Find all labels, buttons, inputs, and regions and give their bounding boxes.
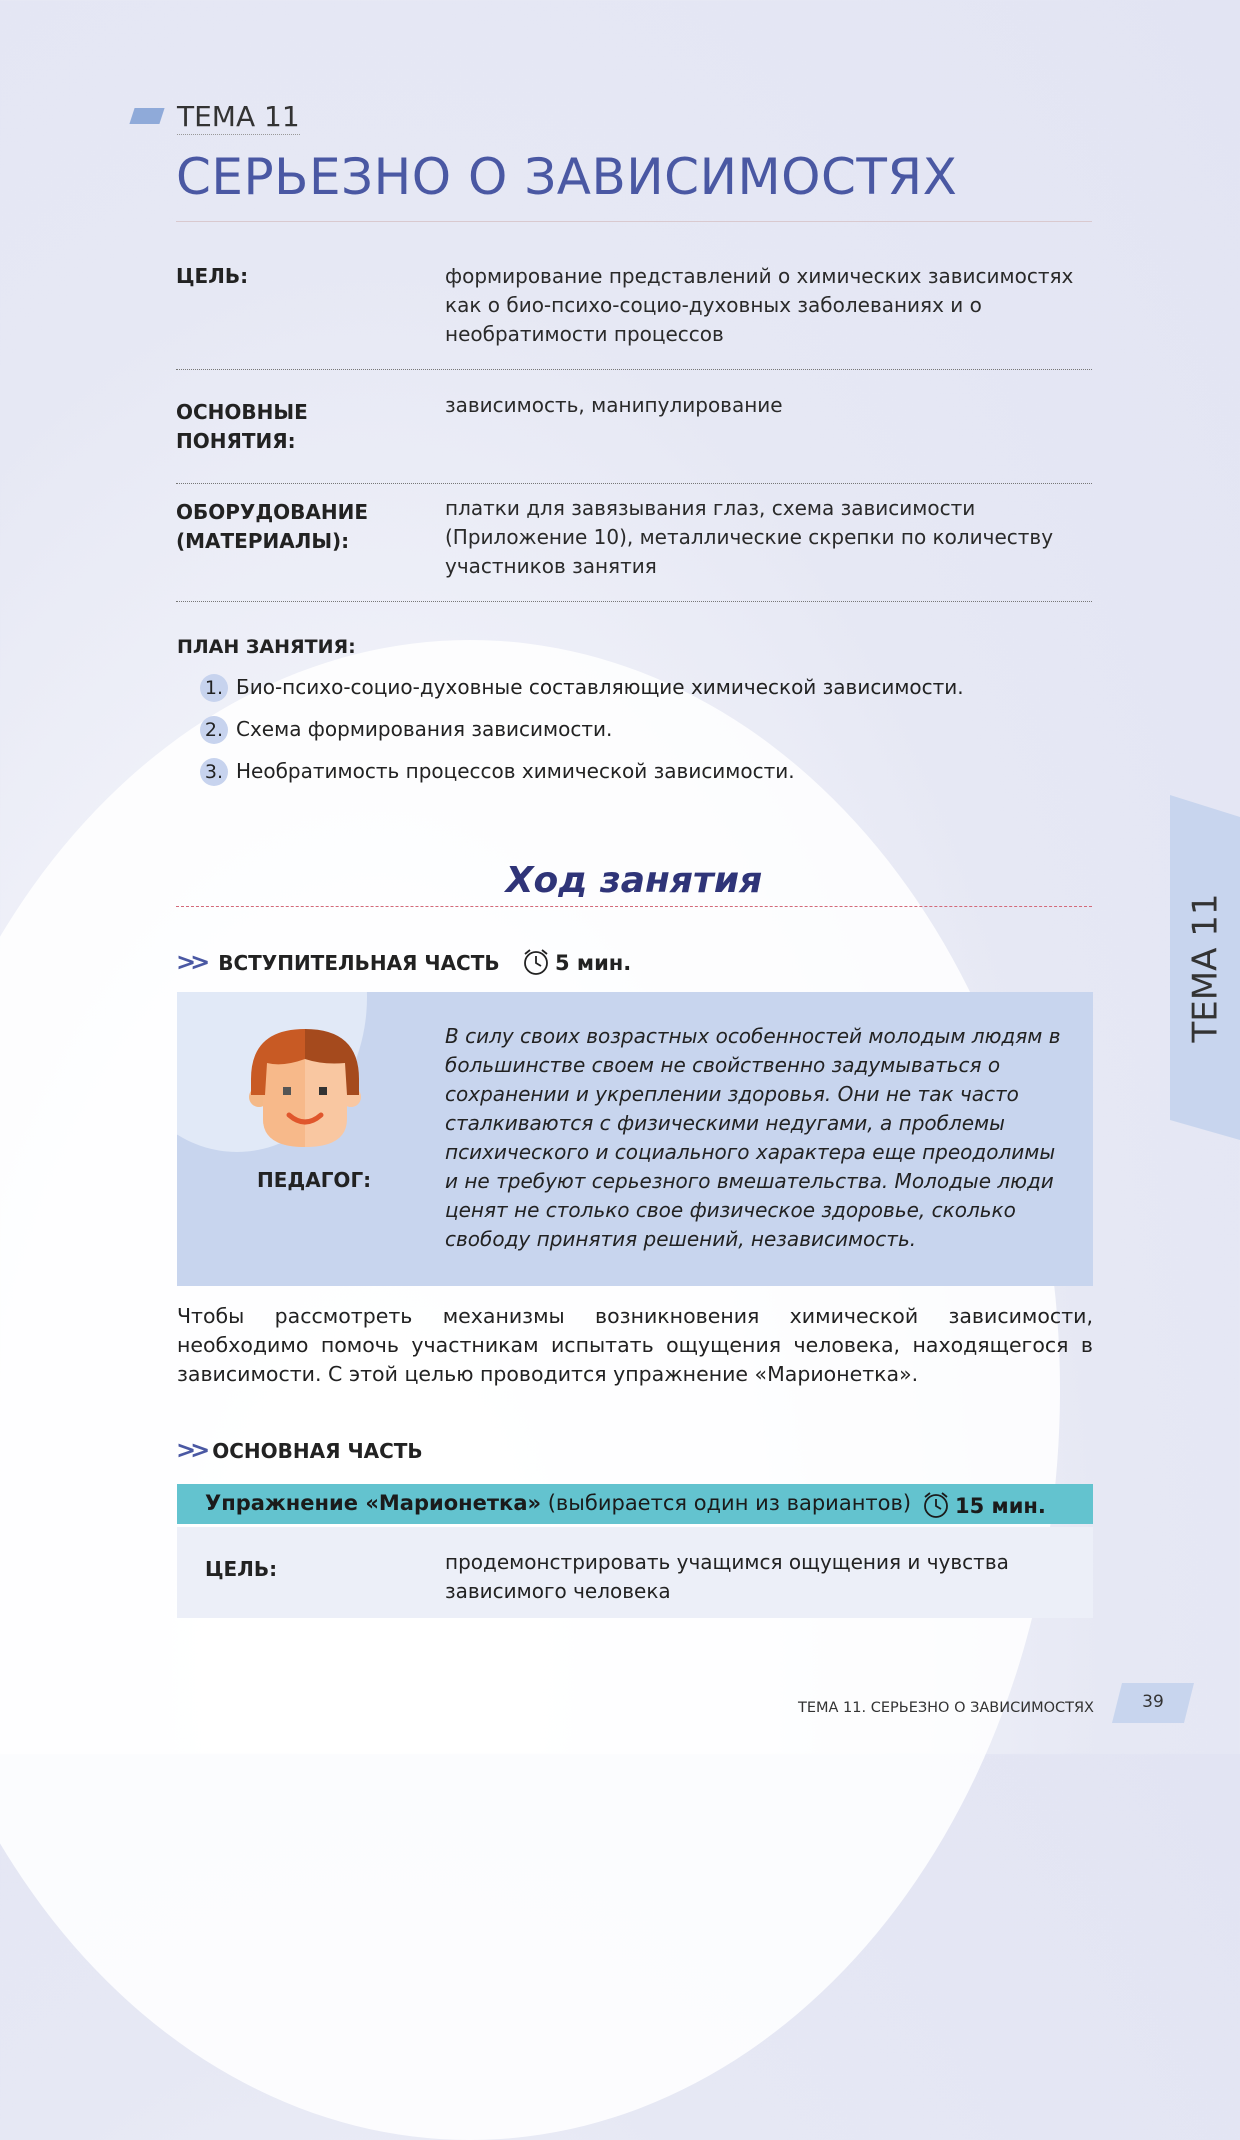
info-value: зависимость, манипулирование: [445, 393, 783, 417]
info-value: платки для завязывания глаз, схема зависимости (Приложение 10), металлические скрепки по количеству участников занятия: [445, 496, 1054, 578]
teacher-quote-box: [177, 992, 1093, 1286]
goal-label: ЦЕЛЬ:: [205, 1557, 278, 1581]
page-title: СЕРЬЕЗНО О ЗАВИСИМОСТЯХ: [176, 148, 958, 206]
plan-number: 1.: [200, 674, 228, 702]
info-label: ЦЕЛЬ:: [176, 264, 249, 288]
plan-number: 3.: [200, 758, 228, 786]
info-row-goal: [176, 262, 1092, 370]
exercise-title-rest: (выбирается один из вариантов): [541, 1491, 912, 1515]
teacher-label: ПЕДАГОГ:: [257, 1168, 372, 1192]
topic-marker: [129, 108, 164, 124]
main-section-heading: [176, 1436, 423, 1464]
footer-running-title: ТЕМА 11. СЕРЬЕЗНО О ЗАВИСИМОСТЯХ: [797, 1700, 1094, 1716]
exercise-title-bold: Упражнение «Марионетка»: [205, 1491, 542, 1515]
info-label: ОБОРУДОВАНИЕ (МАТЕРИАЛЫ):: [176, 500, 369, 553]
info-value: формирование представлений о химических зависимостях как о био-психо-социо-духовных заболеваниях и о необратимости процессов: [445, 264, 1074, 346]
alarm-clock-icon: [921, 1490, 951, 1520]
double-chevron-icon: >>: [176, 1436, 205, 1464]
side-tab-label: ТЕМА 11: [1185, 893, 1226, 1042]
alarm-clock-icon: [521, 947, 551, 977]
intro-section-heading: [176, 948, 500, 976]
double-chevron-icon: >>: [176, 948, 205, 976]
plan-item: [200, 674, 964, 702]
teacher-quote: В силу своих возрастных особенностей молодым людям в большинстве своем не свойственно задумываться о сохранении и укреплении здоровья. Они не так часто сталкиваются с физическими недугами, а проблемы психического и социального характера еще преодолимы и не требуют серьезного вмешательства. Молодые люди ценят не столько свое физическое здоровье, сколько свободу принятия решений, независимость.: [445, 1024, 1061, 1251]
section-title: ВСТУПИТЕЛЬНАЯ ЧАСТЬ: [218, 951, 500, 975]
info-row-equipment: [176, 494, 1092, 602]
side-tab: [1170, 795, 1240, 1140]
exercise-header-bar: [177, 1484, 1093, 1524]
plan-number: 2.: [200, 716, 228, 744]
teacher-avatar-icon: [243, 1019, 367, 1155]
duration-text: 5 мин.: [555, 951, 632, 975]
intro-duration: [521, 947, 631, 977]
exercise-duration: [921, 1490, 1046, 1520]
plan-item: [200, 758, 795, 786]
page-number: 39: [1142, 1692, 1164, 1712]
plan-item: [200, 716, 612, 744]
section-title: ОСНОВНАЯ ЧАСТЬ: [212, 1439, 423, 1463]
goal-text: продемонстрировать учащимся ощущения и чувства зависимого человека: [445, 1550, 1009, 1603]
plan-heading: ПЛАН ЗАНЯТИЯ:: [177, 636, 356, 658]
info-row-concepts: [176, 391, 1092, 484]
progress-divider: [176, 906, 1092, 907]
plan-text: Био-психо-социо-духовные составляющие химической зависимости.: [236, 675, 964, 699]
plan-text: Необратимость процессов химической зависимости.: [236, 759, 795, 783]
title-divider: [176, 221, 1092, 222]
exercise-title: [205, 1491, 911, 1515]
duration-text: 15 мин.: [955, 1494, 1046, 1518]
lesson-progress-title: Ход занятия: [505, 860, 763, 901]
exercise-goal-box: [177, 1527, 1093, 1618]
plan-text: Схема формирования зависимости.: [236, 717, 613, 741]
info-label: ОСНОВНЫЕ ПОНЯТИЯ:: [176, 400, 308, 453]
topic-label: ТЕМА 11: [177, 100, 300, 133]
body-paragraph: Чтобы рассмотреть механизмы возникновения химической зависимости, необходимо помочь участникам испытать ощущения человека, находящегося в зависимости. С этой целью проводится упражнение «Марионетка».: [177, 1304, 1093, 1386]
